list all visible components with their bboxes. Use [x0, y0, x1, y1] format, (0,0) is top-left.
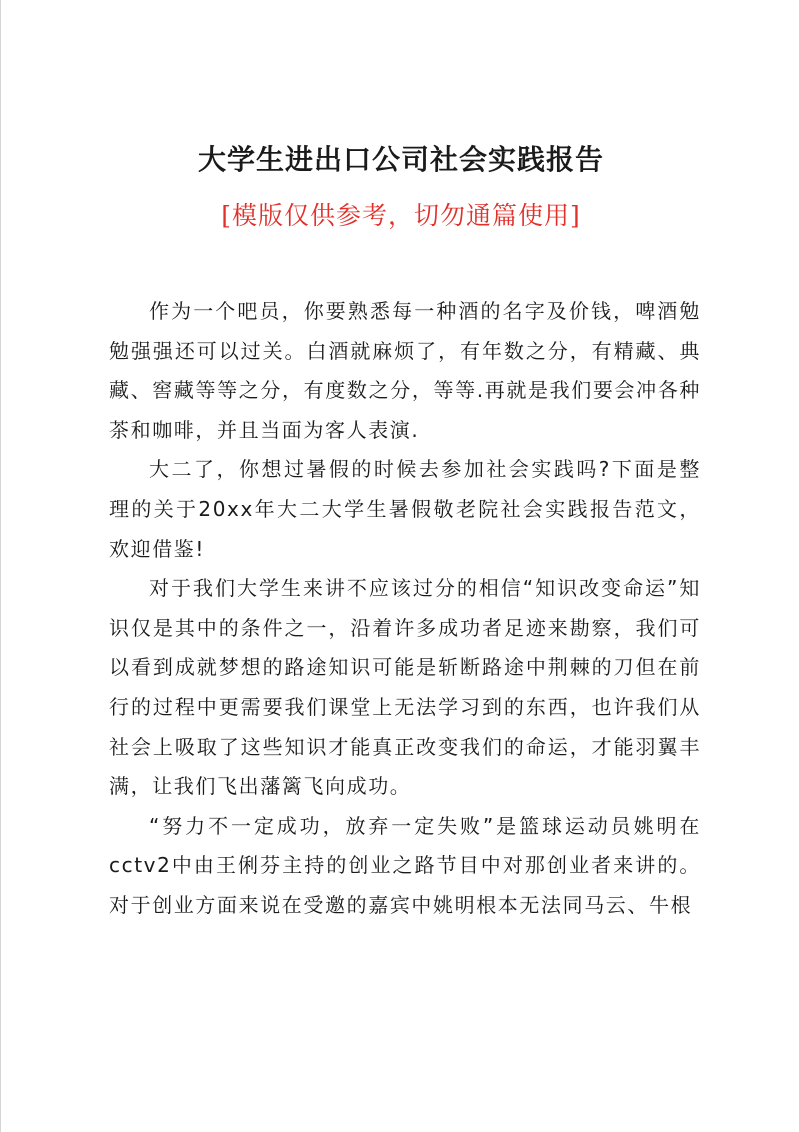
paragraph: 对于我们大学生来讲不应该过分的相信“知识改变命运”知识仅是其中的条件之一，沿着许多成功者足迹来勘察，我们可以看到成就梦想的路途知识可能是斩断路途中荆棘的刀但在前行的过程中更需要我们课堂上无法学习到的东西，也许我们从社会上吸取了这些知识才能真正改变我们的命运，才能羽翼丰满，让我们飞出藩篱飞向成功。 [109, 576, 701, 799]
template-notice: [模版仅供参考，切勿通篇使用] [221, 201, 581, 230]
document-body [109, 292, 701, 926]
paragraph: 大二了，你想过暑假的时候去参加社会实践吗?下面是整理的关于20xx年大二大学生暑假敬老院社会实践报告范文，欢迎借鉴! [109, 457, 701, 561]
paragraph: “努力不一定成功，放弃一定失败”是篮球运动员姚明在cctv2中由王俐芬主持的创业之路节目中对那创业者来讲的。对于创业方面来说在受邀的嘉宾中姚明根本无法同马云、牛根 [109, 813, 701, 917]
paragraph: 作为一个吧员，你要熟悉每一种酒的名字及价钱，啤酒勉勉强强还可以过关。白酒就麻烦了，有年数之分，有精藏、典藏、窖藏等等之分，有度数之分，等等.再就是我们要会冲各种茶和咖啡，并且当面为客人表演. [109, 299, 701, 442]
document-title: 大学生进出口公司社会实践报告 [197, 143, 604, 176]
